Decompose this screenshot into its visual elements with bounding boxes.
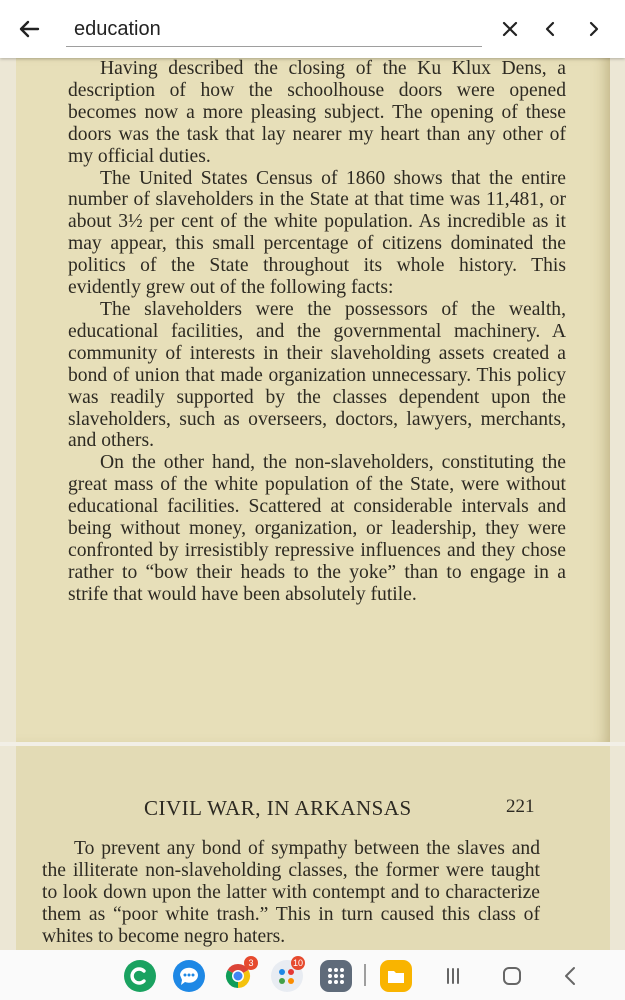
book-page-220: [16, 58, 610, 742]
back-button[interactable]: [14, 14, 44, 44]
paragraph: To prevent any bond of sympathy between the slaves and the illiterate non-slaveholding classes, the former were taught to look down upon the latter with contempt and to characterize them as “poor white trash.” This in turn caused this class of whites to become negro haters.: [42, 838, 540, 947]
close-icon: [495, 14, 525, 44]
page-body-text: [68, 58, 566, 606]
dock-divider: [364, 964, 366, 986]
home-button[interactable]: [498, 962, 526, 990]
app-drawer-icon[interactable]: [320, 960, 352, 992]
search-field: [66, 14, 482, 47]
next-result-button[interactable]: [579, 14, 609, 44]
paragraph: The slaveholders were the possessors of the wealth, educational facilities, and the governmental machinery. A community of interests in their slaveholding assets created a bond of union that made organization unnecessary. This policy was readily supported by the classes dependent upon the slaveholders, such as overseers, doctors, lawyers, merchants, and others.: [68, 298, 566, 452]
files-icon[interactable]: [380, 960, 412, 992]
document-viewer[interactable]: [0, 58, 625, 950]
recent-apps-button[interactable]: [439, 962, 467, 990]
page-number: 221: [506, 796, 535, 817]
home-icon: [498, 962, 526, 990]
chevron-left-icon: [557, 962, 585, 990]
messages-icon[interactable]: [173, 960, 205, 992]
recents-icon: [439, 962, 467, 990]
paragraph: Having described the closing of the Ku Klux Dens, a description of how the schoolhouse doors were opened becomes now a more pleasing subject. The opening of these doors was the task that lay nearer my heart than any other of my official duties.: [68, 58, 566, 167]
folder-icon: [380, 960, 412, 992]
system-navigation-bar: [0, 950, 625, 1000]
notification-badge: 10: [293, 958, 304, 968]
c-logo-icon: [124, 960, 156, 992]
page-body-text: [42, 838, 540, 948]
grid-dots-icon: [320, 960, 352, 992]
running-head: CIVIL WAR, IN ARKANSAS: [144, 796, 412, 820]
search-input[interactable]: [66, 14, 482, 44]
clear-search-button[interactable]: [495, 14, 525, 44]
previous-result-button[interactable]: [535, 14, 565, 44]
system-back-button[interactable]: [557, 962, 585, 990]
paragraph: The United States Census of 1860 shows that the entire number of slaveholders in the State at that time was 11,481, or about 3½ per cent of the white population. As incredible as it may appear, this small percentage of citizens dominated the politics of the State throughout its whole history. This evidently grew out of the following facts:: [68, 167, 566, 299]
arrow-left-icon: [14, 14, 44, 44]
paragraph: On the other hand, the non-slaveholders, constituting the great mass of the white population of the State, were without educational facilities. Scattered at considerable intervals and being without money, organization, or leadership, they were confronted by irresistibly repressive influences and they chose rather to “bow their heads to the yoke” than to engage in a strife that would have been absolutely futile.: [68, 452, 566, 605]
chevron-right-icon: [579, 14, 609, 44]
notification-badge: 3: [244, 956, 258, 970]
app-c-icon[interactable]: [124, 960, 156, 992]
chevron-left-icon: [535, 14, 565, 44]
book-page-221: [16, 746, 610, 956]
chat-bubble-icon: [173, 960, 205, 992]
top-search-bar: [0, 0, 625, 58]
